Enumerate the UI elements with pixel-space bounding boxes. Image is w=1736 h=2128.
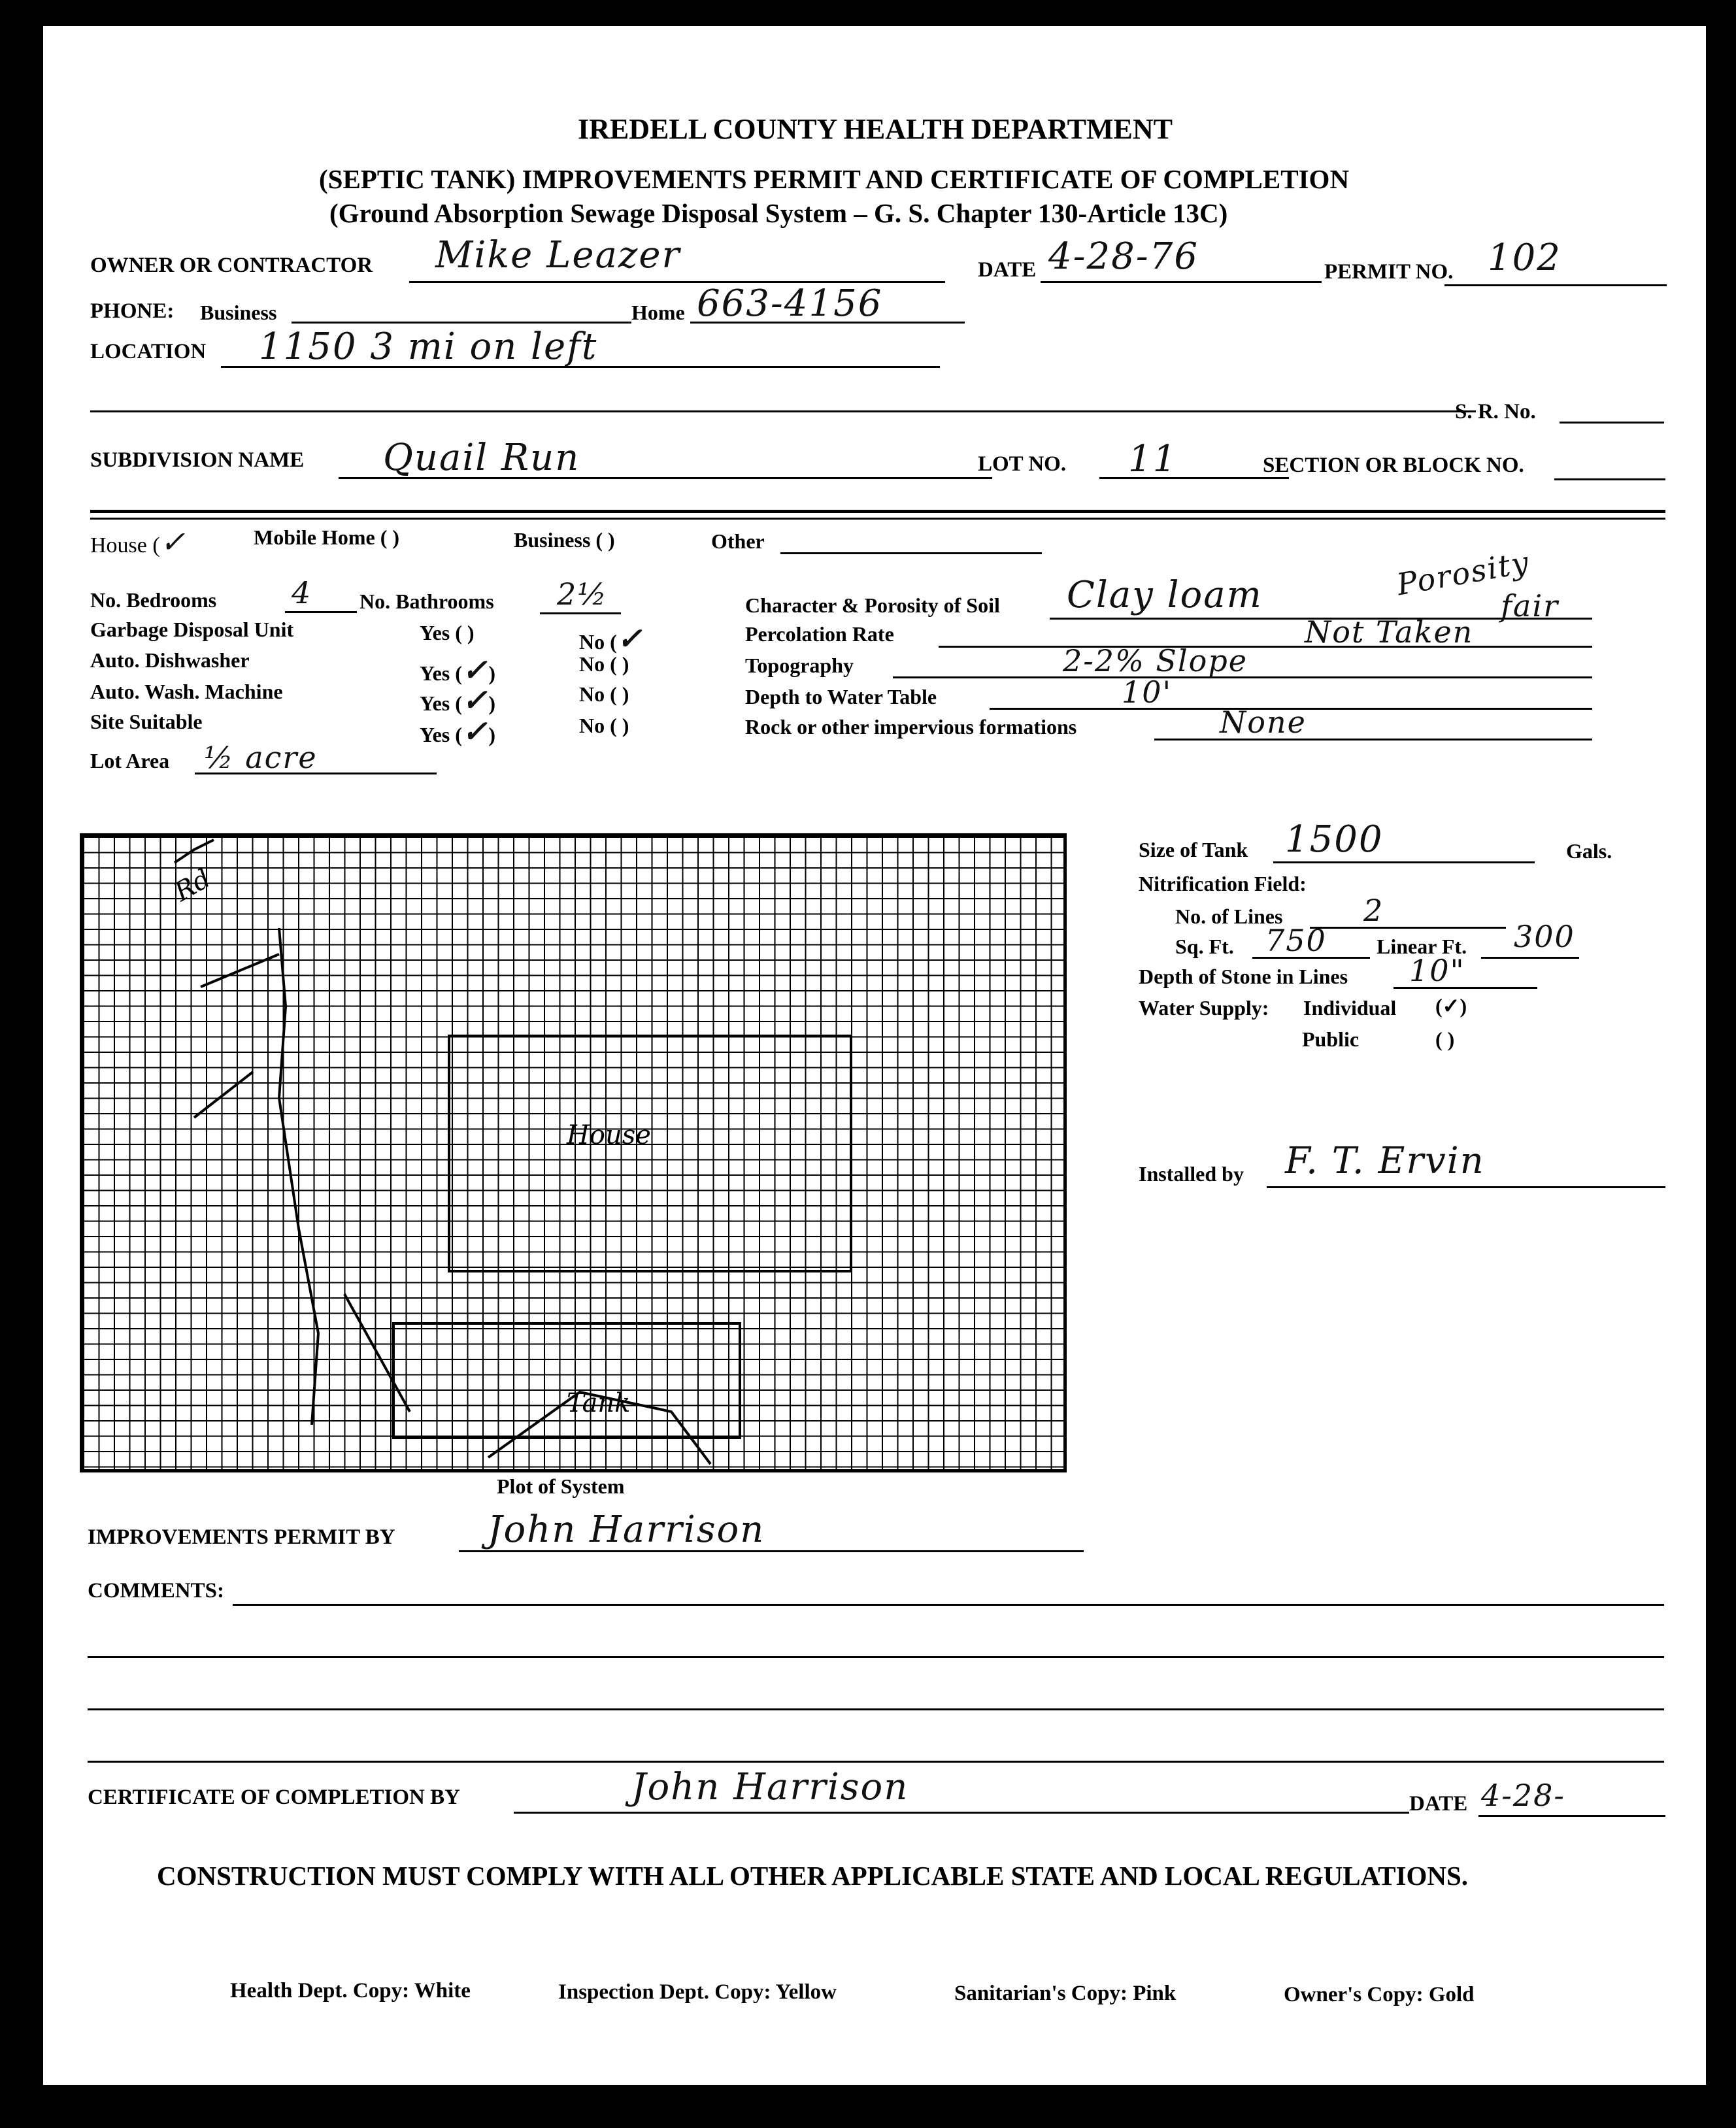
site-suitable-yes: Yes (✓): [420, 714, 496, 749]
garbage-row: [90, 618, 293, 642]
garbage-label: Garbage Disposal Unit: [90, 618, 294, 641]
public-label: Public: [1302, 1027, 1360, 1051]
lot-area-label: Lot Area: [90, 749, 170, 773]
bedrooms-label: No. Bedrooms: [90, 588, 217, 612]
sketch-label-tank: Tank: [567, 1388, 631, 1418]
garbage-no: [579, 621, 643, 656]
location-label: LOCATION: [90, 340, 207, 363]
stone-depth-value: 10": [1409, 953, 1465, 988]
soil-character-label: Character & Porosity of Soil: [745, 593, 1000, 617]
tank-size-label: Size of Tank: [1139, 838, 1248, 861]
site-suitable-label: Site Suitable: [90, 710, 203, 733]
dishwasher-yes: Yes (✓): [420, 652, 496, 688]
lines-value: 2: [1363, 893, 1384, 928]
sketch-label-house: House: [567, 1120, 651, 1150]
dishwasher-yes-label: Yes (: [420, 661, 462, 685]
garbage-no-label: No (: [579, 630, 617, 654]
topography-value: 2-2% Slope: [1063, 643, 1248, 678]
site-suitable-yes-label: Yes (: [420, 723, 462, 746]
business-option: Business ( ): [514, 528, 615, 552]
section-label: SECTION OR BLOCK NO.: [1263, 454, 1524, 477]
date-label: DATE: [978, 258, 1037, 282]
wash-machine-label: Auto. Wash. Machine: [90, 680, 283, 703]
house-check: ✓: [159, 524, 187, 559]
copy-health-dept: Health Dept. Copy: White: [230, 1979, 471, 2003]
copy-sanitarian: Sanitarian's Copy: Pink: [954, 1982, 1177, 2005]
wash-machine-no: No ( ): [579, 682, 629, 706]
certificate-signature: John Harrison: [631, 1766, 909, 1808]
phone-label: PHONE:: [90, 299, 175, 323]
permit-no-value: 102: [1488, 237, 1561, 279]
improvements-permit-signature: John Harrison: [488, 1508, 765, 1551]
soil-character-value: Clay loam: [1067, 574, 1263, 616]
rock-value: None: [1220, 705, 1307, 740]
dishwasher-label: Auto. Dishwasher: [90, 648, 250, 672]
stone-depth-label: Depth of Stone in Lines: [1139, 965, 1348, 988]
wash-machine-yes: Yes (✓): [420, 682, 496, 718]
improvements-permit-label: IMPROVEMENTS PERMIT BY: [88, 1525, 395, 1549]
percolation-value: Not Taken: [1305, 614, 1474, 650]
sqft-value: 750: [1265, 923, 1327, 958]
lot-no-value: 11: [1128, 438, 1178, 480]
bathrooms-label: No. Bathrooms: [359, 590, 494, 613]
permit-no-label: PERMIT NO.: [1324, 260, 1454, 284]
dishwasher-no: No ( ): [579, 652, 629, 676]
other-label: Other: [711, 529, 765, 553]
owner-label: OWNER OR CONTRACTOR: [90, 254, 373, 277]
installed-by-value: F. T. Ervin: [1285, 1140, 1485, 1182]
subdivision-label: SUBDIVISION NAME: [90, 448, 305, 472]
bathrooms-value: 2½: [557, 576, 608, 612]
wash-machine-yes-check: ✓: [461, 682, 489, 718]
home-phone-value: 663-4156: [697, 282, 883, 325]
owner-value: Mike Leazer: [435, 234, 681, 276]
location-value: 1150 3 mi on left: [259, 325, 598, 368]
plot-sketch: [83, 837, 1063, 1469]
mobile-home-option: Mobile Home ( ): [254, 525, 400, 549]
garbage-no-check: ✓: [616, 621, 644, 656]
compliance-notice: CONSTRUCTION MUST COMPLY WITH ALL OTHER APPLICABLE STATE AND LOCAL REGULATIONS.: [157, 1861, 1469, 1891]
business-label: Business: [200, 301, 277, 324]
form-title: (SEPTIC TANK) IMPROVEMENTS PERMIT AND CERTIFICATE OF COMPLETION: [319, 164, 1350, 194]
water-table-label: Depth to Water Table: [745, 685, 937, 708]
house-label: House (: [90, 533, 160, 557]
dishwasher-yes-check: ✓: [461, 652, 489, 688]
sqft-label: Sq. Ft.: [1175, 935, 1234, 958]
permit-form: [43, 26, 1706, 2085]
lines-label: No. of Lines: [1175, 905, 1283, 928]
garbage-yes: Yes ( ): [420, 621, 475, 644]
form-subtitle: (Ground Absorption Sewage Disposal System – G. S. Chapter 130-Article 13C): [329, 198, 1228, 228]
copy-owner: Owner's Copy: Gold: [1284, 1983, 1475, 2006]
topography-label: Topography: [745, 654, 854, 677]
copy-inspection-dept: Inspection Dept. Copy: Yellow: [558, 1980, 837, 2004]
sr-no-label: S. R. No.: [1455, 400, 1536, 424]
water-supply-label: Water Supply:: [1139, 996, 1269, 1020]
wash-machine-yes-label: Yes (: [420, 691, 462, 715]
certificate-date-label: DATE: [1409, 1792, 1468, 1816]
house-option: [90, 524, 186, 559]
gals-label: Gals.: [1566, 839, 1612, 863]
porosity-note: Porosity: [1394, 544, 1533, 603]
certificate-label: CERTIFICATE OF COMPLETION BY: [88, 1786, 460, 1809]
nitrification-label: Nitrification Field:: [1139, 872, 1307, 895]
bedrooms-value: 4: [292, 575, 312, 610]
public-check: ( ): [1435, 1027, 1455, 1051]
plot-caption: Plot of System: [497, 1474, 625, 1498]
home-label: Home: [631, 301, 685, 324]
individual-check: (✓): [1435, 994, 1467, 1018]
site-suitable-no: No ( ): [579, 714, 629, 737]
tank-size-value: 1500: [1285, 818, 1384, 861]
lot-no-label: LOT NO.: [978, 452, 1067, 476]
date-value: 4-28-76: [1048, 235, 1199, 278]
lot-area-value: ½ acre: [204, 740, 318, 775]
porosity-value: fair: [1501, 588, 1560, 623]
sketch-label-road: Rd: [169, 863, 216, 908]
installed-by-label: Installed by: [1139, 1162, 1244, 1186]
comments-label: COMMENTS:: [88, 1579, 224, 1603]
site-suitable-yes-check: ✓: [461, 714, 489, 749]
linear-ft-label: Linear Ft.: [1377, 935, 1467, 958]
linear-ft-value: 300: [1514, 919, 1575, 954]
percolation-label: Percolation Rate: [745, 622, 894, 646]
plot-grid: [80, 833, 1067, 1472]
certificate-date-value: 4-28-: [1481, 1778, 1565, 1813]
subdivision-value: Quail Run: [383, 437, 580, 479]
water-table-value: 10': [1122, 674, 1173, 710]
individual-label: Individual: [1303, 996, 1397, 1020]
rock-label: Rock or other impervious formations: [745, 715, 1077, 739]
department-title: IREDELL COUNTY HEALTH DEPARTMENT: [578, 113, 1173, 145]
